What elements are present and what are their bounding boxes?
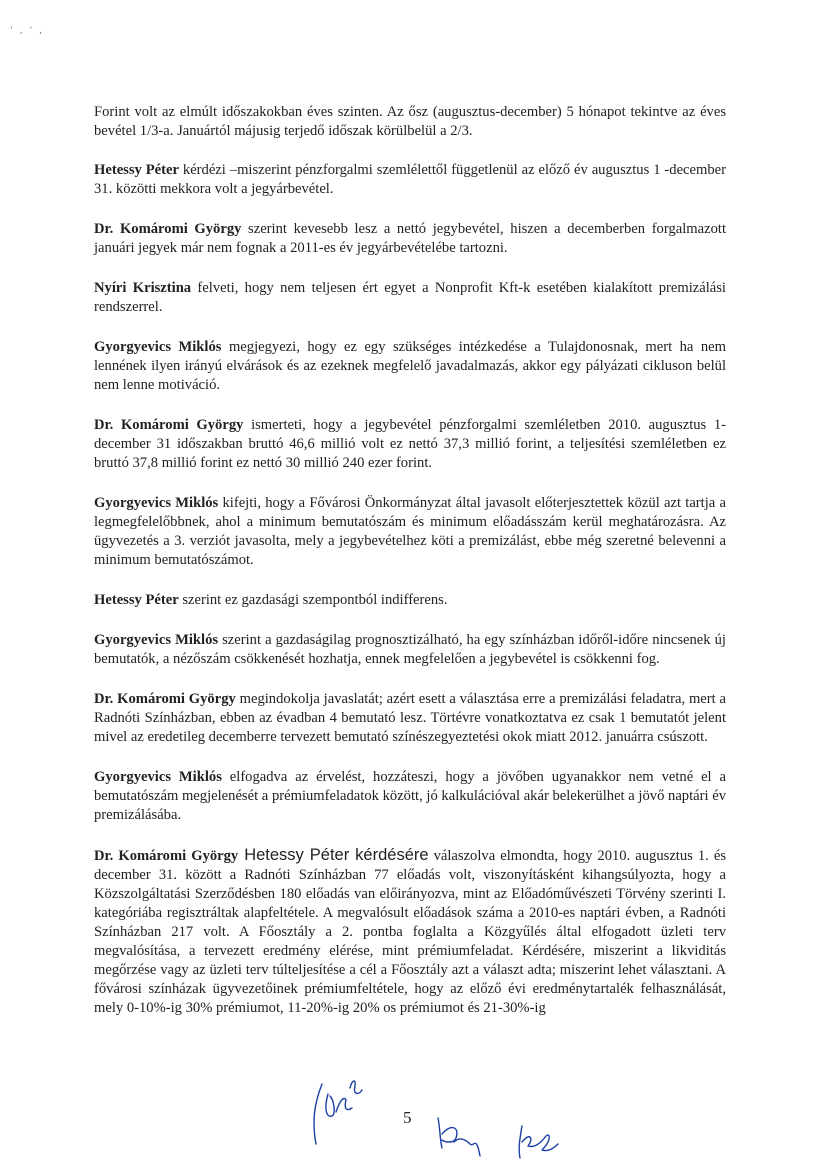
paragraph-9 [94,631,726,669]
paragraph-6 [94,416,726,473]
paragraph-text: szerint kevesebb lesz a nettó jegybevétel, hiszen a decemberben forgalmazott januári jegyek már nem fognak a 2011-es év jegyárbevételébe tartozni. [94,221,726,256]
paragraph-text: megindokolja javaslatát; azért esett a választása erre a premizálási feladatra, mert a Radnóti Színházban, ebben az évadban 4 bemutató lesz. Törtévre vonatkoztatva ez csak 1 bemutatót jelent mivel az eredetileg decemberre tervezett bemutató színészegyeztetési okok miatt 2012. januárra csúszott. [94,691,726,745]
speaker-name: Hetessy Péter [94,162,179,178]
paragraph-5 [94,338,726,395]
paragraph-12 [94,846,726,1018]
speaker-name: Gyorgyevics Miklós [94,632,219,648]
paragraph-text: válaszolva elmondta, hogy 2010. augusztus 1. és december 31. között a Radnóti Színházban 77 előadás volt, viszonyításként kihangsúlyozta, hogy a Közszolgáltatási Szerződésben 180 előadás van előirányozva, mint az Előadóművészeti Törvény szerinti I. kategóriába regisztráltak alapfeltétele. A megvalósult előadások száma a 2010-es naptári évben, a Radnóti Színházban 217 volt. A Főosztály a 2. pontba foglalta a Közgyűlés által elfogadott üzleti terv megvalósítása, a tervezett eredmény elérése, mint prémiumfeladat. Kérdésére, miszerint a likviditás megőrzése vagy az üzleti terv túlteljesítése a cél a Főosztály azt a választ adta; miszerint lehet választani. A fővárosi színházak ügyvezetőinek prémiumfeltétele, hogy az előző évi eredménytartalék felhasználását, mely 0-10%-ig 30% prémiumot, 11-20%-ig 20% os prémiumot és 21-30%-ig [94,848,727,1016]
paragraph-7 [94,494,726,570]
paragraph-11 [94,768,726,825]
signature-2-icon [430,1112,490,1162]
paragraph-text: szerint ez gazdasági szempontból indifferens. [178,592,448,608]
paragraph-8 [94,591,726,610]
scan-marks: ’ , ‘ , [10,26,45,36]
speaker-name: Gyorgyevics Miklós [94,339,222,355]
page-footer [0,1060,826,1169]
emphasized-text: Hetessy Péter kérdésére [238,846,429,864]
speaker-name: Gyorgyevics Miklós [94,769,222,785]
speaker-name: Nyíri Krisztina [94,280,192,296]
paragraph-2 [94,161,726,199]
page-body [94,103,726,1039]
paragraph-text: elfogadva az érvelést, hozzáteszi, hogy a jövőben ugyanakkor nem vetné el a bemutatószám megjelenését a prémiumfeladatok között, jó kalkulációval akár belekerülhet a jövő naptári év premizálásába. [94,769,726,823]
paragraph-text: szerint a gazdaságilag prognosztizálható, ha egy színházban időről-időre nincsenek új bemutatók, a nézőszám csökkenését hozhatja, ennek megfelelően a jegybevétel is csökkenni fog. [94,632,726,667]
paragraph-text: kérdézi –miszerint pénzforgalmi szemlélettől függetlenül az előző év augusztus 1 -december 31. közötti mekkora volt a jegyárbevétel. [94,162,726,197]
speaker-name: Hetessy Péter [94,592,179,608]
paragraph-text: felveti, hogy nem teljesen ért egyet a Nonprofit Kft-k esetében kialakított premizálási rendszerrel. [94,280,726,315]
speaker-name: Dr. Komáromi György [94,691,236,707]
paragraph-text: kifejti, hogy a Fővárosi Önkormányzat által javasolt előterjesztettek közül azt tartja a legmegfelelőbbnek, ahol a minimum bemutatószám és minimum előadásszám kerül meghatározásra. Az ügyvezetés a 3. verziót javasolta, mely a jegybevételhez köti a premizálást, ebbe még szeretné belevenni a minimum bemutatószámot. [94,495,726,568]
paragraph-10 [94,690,726,747]
speaker-name: Dr. Komáromi György [94,417,244,433]
speaker-name: Dr. Komáromi György [94,848,239,864]
paragraph-3 [94,220,726,258]
speaker-name: Gyorgyevics Miklós [94,495,219,511]
paragraph-text: ismerteti, hogy a jegybevétel pénzforgalmi szemléletben 2010. augusztus 1-december 31 időszakban bruttó 46,6 millió volt ez nettó 37,3 millió forint, a teljesítési szemléletben ez bruttó 37,8 millió forint ez nettó 30 millió 240 ezer forint. [94,417,727,471]
speaker-name: Dr. Komáromi György [94,221,242,237]
paragraph-4 [94,279,726,317]
page-number: 5 [403,1108,412,1127]
paragraph-text: megjegyezi, hogy ez egy szükséges intézkedése a Tulajdonosnak, mert ha nem lennének ilyen irányú elvárások és az ezeknek megfelelő javadalmazás, akkor egy pályázati cikluson belül nem lenne motiváció. [94,339,726,393]
paragraph-1 [94,103,726,141]
signature-3-icon [512,1122,562,1162]
paragraph-text: Forint volt az elmúlt időszakokban éves szinten. Az ősz (augusztus-december) 5 hónapot tekintve az éves bevétel 1/3-a. Januártól májusig terjedő időszak körülbelül a 2/3. [94,104,726,139]
signature-1-icon [300,1070,380,1150]
